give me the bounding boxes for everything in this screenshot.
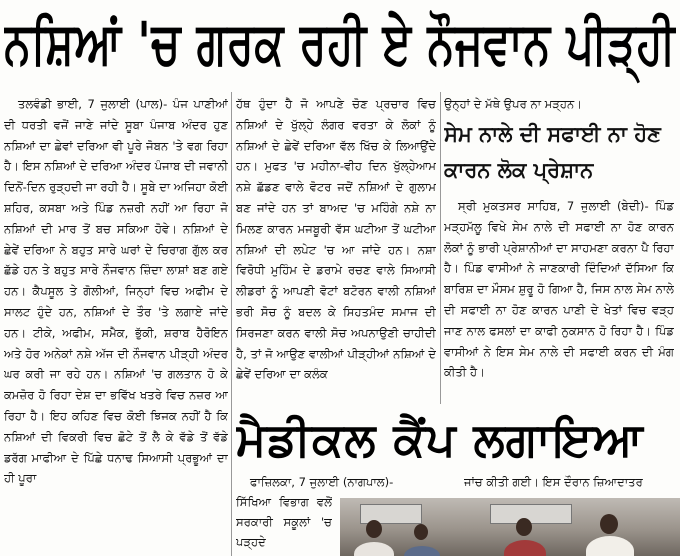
medical-dateline [236,472,456,492]
article-paragraph: ਹੱਥ ਹੁੰਦਾ ਹੈ ਜੋ ਆਪਣੇ ਚੋਣ ਪ੍ਰਚਾਰ ਵਿਚ ਨਸ਼ਿਆਂ ਦੇ ਖੁੱਲ੍ਹੇ ਲੰਗਰ ਵਰਤਾ ਕੇ ਲੋਕਾਂ ਨੂੰ ਨਸ਼ਿਆਂ ਦੇ ਛੇਵੇਂ ਦਰਿਆ ਵੱਲ ਖਿੱਚ ਕੇ ਲਿਆਉਂਦੇ ਹਨ। ਮੁਫਤ 'ਚ ਮਹੀਨਾ-ਵੀਹ ਦਿਨ ਖੁੱਲ੍ਹੇਆਮ ਨਸ਼ੇ ਛੱਡਣ ਵਾਲੇ ਵੋਟਰ ਜਦੋਂ ਨਸ਼ਿਆਂ ਦੇ ਗੁਲਾਮ ਬਣ ਜਾਂਦੇ ਹਨ ਤਾਂ ਬਾਅਦ 'ਚ ਮਹਿੰਗੇ ਨਸ਼ੇ ਨਾ ਮਿਲਣ ਕਾਰਨ ਮਜਬੂਰੀ ਵੱਸ ਘਟੀਆ ਤੋਂ ਘਟੀਆ ਨਸ਼ਿਆਂ ਦੀ ਲਪੇਟ 'ਚ ਆ ਜਾਂਦੇ ਹਨ। ਨਸ਼ਾ ਵਿਰੋਧੀ ਮੁਹਿੰਮ ਦੇ ਡਰਾਮੇ ਰਚਣ ਵਾਲੇ ਸਿਆਸੀ ਲੀਡਰਾਂ ਨੂੰ ਆਪਣੀ ਵੋਟਾਂ ਬਟੋਰਨ ਵਾਲੀ ਨਸ਼ਿਆਂ ਭਰੀ ਸੋਚ ਨੂੰ ਬਦਲ ਕੇ ਸਿਹਤਮੰਦ ਸਮਾਜ ਦੀ ਸਿਰਜਣਾ ਕਰਨ ਵਾਲੀ ਸੋਚ ਅਪਨਾਉਣੀ ਚਾਹੀਦੀ ਹੈ, ਤਾਂ ਜੋ ਆਉਣ ਵਾਲੀਆਂ ਪੀੜ੍ਹੀਆਂ ਨਸ਼ਿਆਂ ਦੇ ਛੇਵੇਂ ਦਰਿਆ ਦਾ ਕਲੰਕ [236,97,436,382]
photo-person [504,540,546,556]
article-paragraph: ਤਲਵੰਡੀ ਭਾਈ, 7 ਜੁਲਾਈ (ਪਾਲ)- ਪੰਜ ਪਾਣੀਆਂ ਦੀ ਧਰਤੀ ਵਜੋਂ ਜਾਣੇ ਜਾਂਦੇ ਸੂਬਾ ਪੰਜਾਬ ਅੰਦਰ ਹੁਣ ਨਸ਼ਿਆਂ ਦਾ ਛੇਵਾਂ ਦਰਿਆ ਵੀ ਪੂਰੇ ਜੋਬਨ 'ਤੇ ਵਗ ਰਿਹਾ ਹੈ। ਇਸ ਨਸ਼ਿਆਂ ਦੇ ਦਰਿਆ ਅੰਦਰ ਪੰਜਾਬ ਦੀ ਜਵਾਨੀ ਦਿਨੋਂ-ਦਿਨ ਰੁੜ੍ਹਦੀ ਜਾ ਰਹੀ ਹੈ। ਸੂਬੇ ਦਾ ਅਜਿਹਾ ਕੋਈ ਸ਼ਹਿਰ, ਕਸਬਾ ਅਤੇ ਪਿੰਡ ਨਜ਼ਰੀ ਨਹੀਂ ਆ ਰਿਹਾ ਜੋ ਨਸ਼ਿਆਂ ਦੀ ਮਾਰ ਤੋਂ ਬਚ ਸਕਿਆ ਹੋਵੇ। ਨਸ਼ਿਆਂ ਦੇ ਛੇਵੇਂ ਦਰਿਆ ਨੇ ਬਹੁਤ ਸਾਰੇ ਘਰਾਂ ਦੇ ਚਿਰਾਗ ਗੁੱਲ ਕਰ ਛੱਡੇ ਹਨ ਤੇ ਬਹੁਤ ਸਾਰੇ ਨੌਜਵਾਨ ਜ਼ਿੰਦਾ ਲਾਸ਼ਾਂ ਬਣ ਗਏ ਹਨ। ਕੈਪਸੂਲ ਤੇ ਗੋਲੀਆਂ, ਜਿਨ੍ਹਾਂ ਵਿਚ ਅਫੀਮ ਦੇ ਸਾਲਟ ਹੁੰਦੇ ਹਨ, ਨਸ਼ਿਆਂ ਦੇ ਤੌਰ 'ਤੇ ਲਗਾਏ ਜਾਂਦੇ ਹਨ। ਟੀਕੇ, ਅਫੀਮ, ਸਮੈਕ, ਭੁੱਕੀ, ਸ਼ਰਾਬ ਹੈਰੋਇਨ ਅਤੇ ਹੋਰ ਅਨੇਕਾਂ ਨਸ਼ੇ ਅੱਜ ਦੀ ਨੌਜਵਾਨ ਪੀੜ੍ਹੀ ਅੰਦਰ ਘਰ ਕਰੀ ਜਾ ਰਹੇ ਹਨ। ਨਸ਼ਿਆਂ 'ਚ ਗਲਤਾਨ ਹੋ ਕੇ ਕਮਜ਼ੋਰ ਹੋ ਰਿਹਾ ਦੇਸ਼ ਦਾ ਭਵਿੱਖ ਖਤਰੇ ਵਿਚ ਨਜ਼ਰ ਆ ਰਿਹਾ ਹੈ। ਇਹ ਕਹਿਣ ਵਿਚ ਕੋਈ ਝਿਜਕ ਨਹੀਂ ਹੈ ਕਿ ਨਸ਼ਿਆਂ ਦੀ ਵਿਕਰੀ ਵਿਚ ਛੋਟੇ ਤੋਂ ਲੈ ਕੇ ਵੱਡੇ ਤੋਂ ਵੱਡੇ ਡਰੱਗ ਮਾਫੀਆ ਦੇ ਪਿੱਛੇ ਧਨਾਢ ਸਿਆਸੀ ਪ੍ਰਭੂਆਂ ਦਾ ਹੀ ਪੂਰਾ [4,97,228,486]
article-column-2 [236,94,436,406]
article-column-1 [4,94,228,556]
article-paragraph: ਸਿੱਖਿਆ ਵਿਭਾਗ ਵਲੋਂ ਸਰਕਾਰੀ ਸਕੂਲਾਂ 'ਚ ਪੜ੍ਹਦੇ [236,495,332,549]
article-paragraph: ਫਾਜ਼ਿਲਕਾ, 7 ਜੁਲਾਈ (ਨਾਗਪਾਲ)- [250,475,394,489]
article-column-3-continuation [444,94,674,116]
photo-person-head [366,520,382,538]
column-divider [231,92,232,556]
photo-person-head [516,518,532,536]
column-divider [440,92,441,404]
photo-person [404,546,440,556]
photo-person [354,542,394,556]
medical-camp-photo [340,498,680,556]
article-paragraph: ਉਨ੍ਹਾਂ ਦੇ ਮੱਥੇ ਉਪਰ ਨਾ ਮੜ੍ਹਨ। [444,97,583,111]
photo-window [490,504,572,524]
main-headline: ਨਸ਼ਿਆਂ 'ਚ ਗਰਕ ਰਹੀ ਏ ਨੌਜਵਾਨ ਪੀੜ੍ਹੀ [4,9,676,77]
article-paragraph: ਜਾਂਚ ਕੀਤੀ ਗਈ। ਇਸ ਦੌਰਾਨ ਜ਼ਿਆਦਾਤਰ [464,475,643,489]
article-paragraph: ਸ੍ਰੀ ਮੁਕਤਸਰ ਸਾਹਿਬ, 7 ਜੁਲਾਈ (ਬੇਦੀ)- ਪਿੰਡ ਮੜ੍ਹਮੱਲੂ ਵਿਖੇ ਸੇਮ ਨਾਲੇ ਦੀ ਸਫਾਈ ਨਾ ਹੋਣ ਕਾਰਨ ਲੋਕਾਂ ਨੂੰ ਭਾਰੀ ਪ੍ਰੇਸ਼ਾਨੀਆਂ ਦਾ ਸਾਹਮਣਾ ਕਰਨਾ ਪੈ ਰਿਹਾ ਹੈ। ਪਿੰਡ ਵਾਸੀਆਂ ਨੇ ਜਾਣਕਾਰੀ ਦਿੰਦਿਆਂ ਦੱਸਿਆ ਕਿ ਬਾਰਿਸ਼ ਦਾ ਮੌਸਮ ਸ਼ੁਰੂ ਹੋ ਗਿਆ ਹੈ, ਜਿਸ ਨਾਲ ਸੇਮ ਨਾਲੇ ਦੀ ਸਫਾਈ ਨਾ ਹੋਣ ਕਾਰਨ ਪਾਣੀ ਦੇ ਖੇਤਾਂ ਵਿਚ ਵੜ੍ਹ ਜਾਣ ਨਾਲ ਫਸਲਾਂ ਦਾ ਕਾਫੀ ਨੁਕਸਾਨ ਹੋ ਰਿਹਾ ਹੈ। ਪਿੰਡ ਵਾਸੀਆਂ ਨੇ ਇਸ ਸੇਮ ਨਾਲੇ ਦੀ ਸਫਾਈ ਕਰਨ ਦੀ ਮੰਗ ਕੀਤੀ ਹੈ। [444,199,674,380]
medical-lead-text [236,492,332,556]
sub-headline: ਸੇਮ ਨਾਲੇ ਦੀ ਸਫਾਈ ਨਾ ਹੋਣ ਕਾਰਨ ਲੋਕ ਪ੍ਰੇਸ਼ਾਨ [444,122,661,182]
medical-right-text [464,472,676,492]
medical-camp-headline: ਮੈਡੀਕਲ ਕੈਂਪ ਲਗਾਇਆ [236,412,644,466]
photo-person-head [600,514,618,534]
article-column-3 [444,196,674,402]
photo-person-head [414,524,428,540]
photo-person [586,536,634,556]
